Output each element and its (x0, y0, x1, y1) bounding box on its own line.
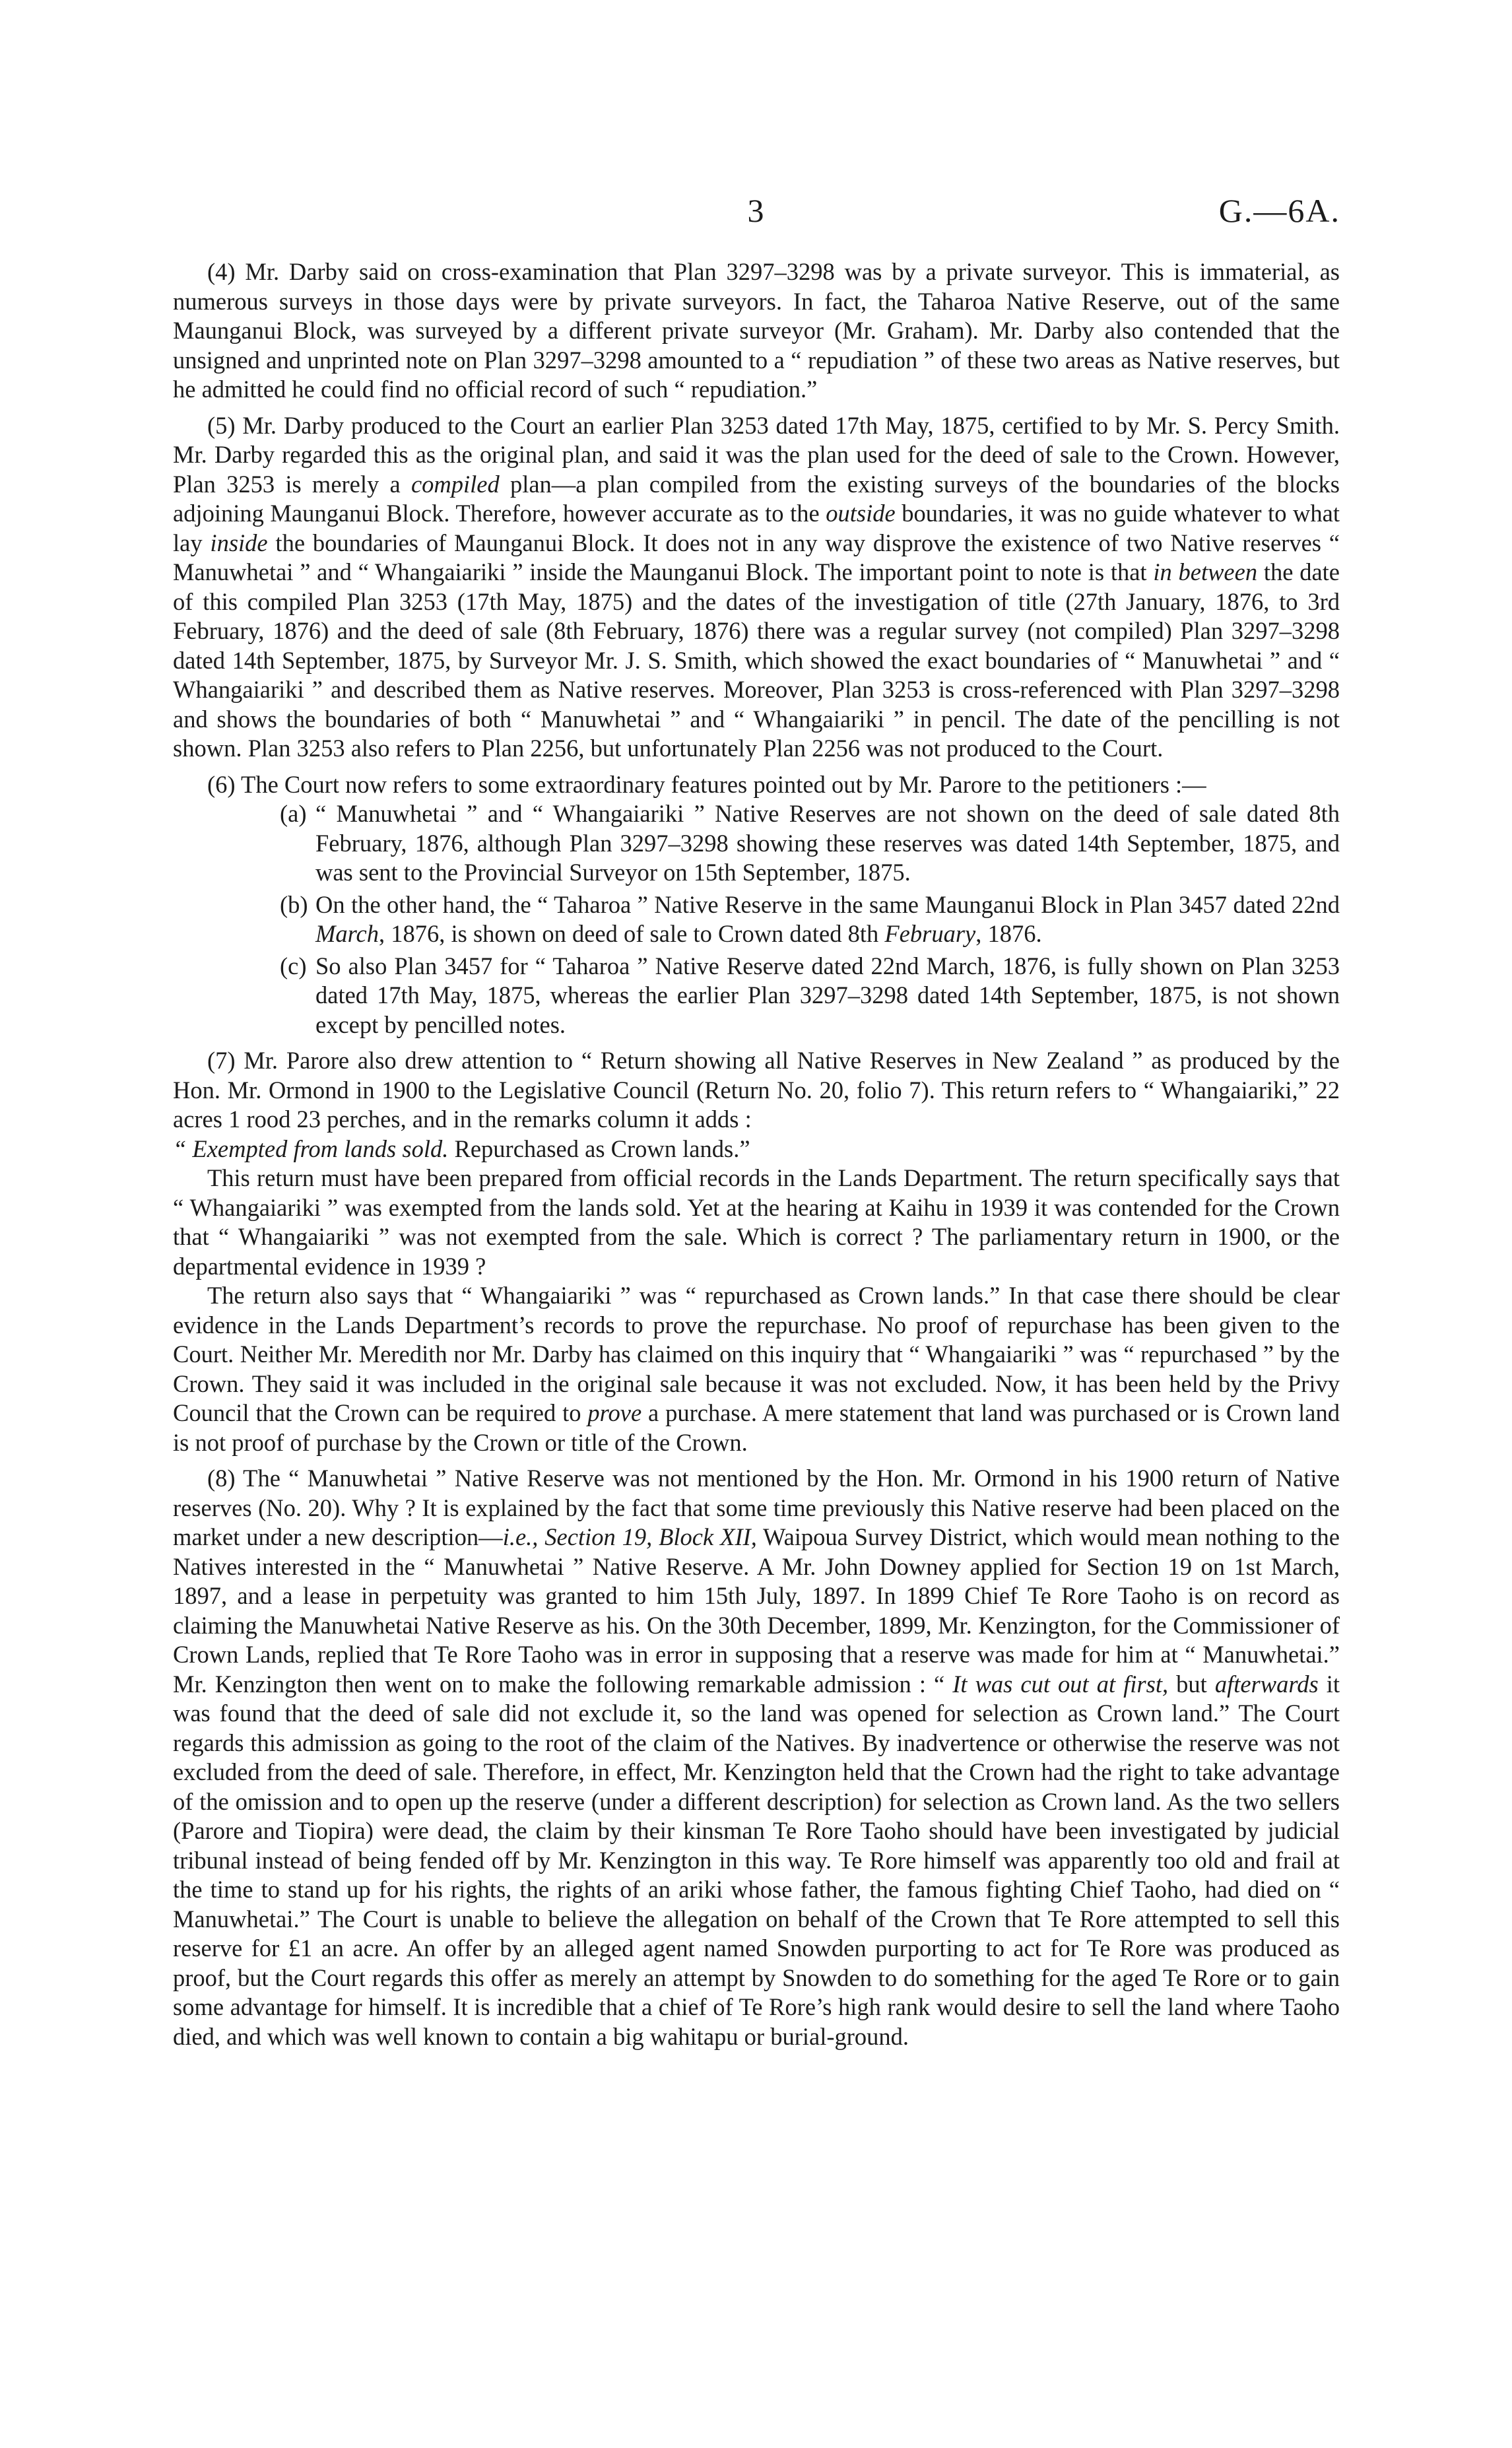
paragraph-6: (6) The Court now refers to some extraordinary features pointed out by Mr. Parore to the petitioners :— (207, 770, 1206, 798)
paragraph-7-text: Repurchased as Crown lands.” (448, 1135, 750, 1162)
document-body (173, 257, 1340, 2058)
paragraph-7-text: a purchase. A mere statement that land was purchased or is Crown land is not proof of purchase by the Crown or title of the Crown. (173, 1399, 1340, 1456)
paragraph-8-text: but (1168, 1670, 1215, 1698)
paragraph-7-text: The return also says that “ Whangaiariki ” was “ repurchased as Crown lands.” In that case there should be clear evidence in the Lands Department’s records to prove the repurchase. No proof of repurchase has been given to the Court. Neither Mr. Meredith nor Mr. Darby has claimed on this inquiry that “ Whangaiariki ” was “ repurchased ” by the Crown. They said it was included in the original sale because it was not excluded. Now, it has been held by the Privy Council that the Crown can be required to (173, 1282, 1340, 1426)
emphasis-compiled: compiled (411, 470, 500, 498)
paragraph-5 (173, 411, 1340, 764)
emphasis-cut-out: It was cut out at first, (952, 1670, 1169, 1698)
emphasis-afterwards: afterwards (1214, 1670, 1319, 1698)
paragraph-8-text: (8) The “ Manuwhetai ” Native Reserve was not mentioned by the Hon. Mr. Ormond in his 1900 return of Native reserves (No. 20). Why ? It is explained by the fact that some time previously this Native reserve had been placed on the market under a new description— (173, 1465, 1340, 1550)
paragraph-7 (173, 1046, 1340, 1164)
subparagraph-6a (173, 799, 1340, 888)
emphasis-february: February (884, 920, 976, 947)
subparagraph-6c (173, 952, 1340, 1040)
paragraph-8-text: it was found that the deed of sale did not exclude it, so the land was opened for selection as Crown land.” The Court regards this admission as going to the root of the claim of the Natives. By inadvertence or otherwise the reserve was not excluded from the deed of sale. Therefore, in effect, Mr. Kenzington held that the Crown had the right to take advantage of the omission and to open up the reserve (under a different description) for selection as Crown land. As the two sellers (Parore and Tiopira) were dead, the claim by their kinsman Te Rore Taoho should have been investigated by judicial tribunal instead of being fended off by Mr. Kenzington in this way. Te Rore himself was apparently too old and frail at the time to stand up for his rights, the rights of an ariki whose father, the famous fighting Chief Taoho, had died on “ Manuwhetai.” The Court is unable to believe the allegation on behalf of the Crown that Te Rore attempted to sell this reserve for £1 an acre. An offer by an alleged agent named Snowden purporting to act for Te Rore was produced as proof, but the Court regards this offer as merely an attempt by Snowden to do something for the aged Te Rore or to gain some advantage for himself. It is incredible that a chief of Te Rore’s high rank would desire to sell the land where Taoho died, and which was well known to contain a big wahitapu or burial-ground. (173, 1670, 1340, 2050)
subparagraph-6b-text: , 1876. (975, 920, 1042, 947)
emphasis-march: March (315, 920, 379, 947)
paragraph-5-text: boundaries, it was no guide whatever to what lay (173, 500, 1340, 556)
emphasis-in-between: in between (1153, 558, 1258, 585)
paragraph-7-repurchase (173, 1281, 1340, 1457)
emphasis-exempted-quote: “ Exempted from lands sold. (173, 1135, 449, 1162)
subparagraph-label: (a) (280, 800, 307, 827)
emphasis-prove: prove (587, 1399, 642, 1426)
paragraph-7-text: (7) Mr. Parore also drew attention to “ Return showing all Native Reserves in New Zealand ” as produced by the Hon. Mr. Ormond in 1900 to the Legislative Council (Return No. 20, folio 7). This return refers to “ Whangaiariki,” 22 acres 1 rood 23 perches, and in the remarks column it adds : (173, 1047, 1340, 1133)
subparagraph-6b (173, 890, 1340, 949)
subparagraph-6b-text: , 1876, is shown on deed of sale to Crown dated 8th (378, 920, 885, 947)
emphasis-inside: inside (210, 529, 268, 556)
paragraph-4: (4) Mr. Darby said on cross-examination that Plan 3297–3298 was by a private surveyor. This is immaterial, as numerous surveys in those days were by private surveyors. In fact, the Taharoa Native Reserve, out of the same Maunganui Block, was surveyed by a different private surveyor (Mr. Graham). Mr. Darby also contended that the unsigned and unprinted note on Plan 3297–3298 amounted to a “ repudiation ” of these two areas as Native reserves, but he admitted he could find no official record of such “ repudiation.” (173, 258, 1340, 403)
emphasis-outside: outside (826, 500, 896, 527)
subparagraph-6b-text: On the other hand, the “ Taharoa ” Native Reserve in the same Maunganui Block in Plan 3457 dated 22nd (315, 890, 1340, 918)
paragraph-5-text: plan—a plan compiled from the existing surveys of the boundaries of the blocks adjoining Maunganui Block. Therefore, however accurate as to the (173, 470, 1340, 527)
paragraph-5-text: the date of this compiled Plan 3253 (17th May, 1875) and the dates of the investigation of title (27th January, 1876, to 3rd February, 1876) and the deed of sale (8th February, 1876) there was a regular survey (not compiled) Plan 3297–3298 dated 14th September, 1875, by Surveyor Mr. J. S. Smith, which showed the exact boundaries of “ Manuwhetai ” and “ Whangaiariki ” and described them as Native reserves. Moreover, Plan 3253 is cross-referenced with Plan 3297–3298 and shows the boundaries of both “ Manuwhetai ” and “ Whangaiariki ” in pencil. The date of the pencilling is not shown. Plan 3253 also refers to Plan 2256, but unfortunately Plan 2256 was not produced to the Court. (173, 558, 1340, 762)
subparagraph-6c-text: So also Plan 3457 for “ Taharoa ” Native Reserve dated 22nd March, 1876, is fully shown on Plan 3253 dated 17th May, 1875, whereas the earlier Plan 3297–3298 dated 14th September, 1875, is not shown except by pencilled notes. (315, 952, 1340, 1038)
paragraph-8 (173, 1464, 1340, 2051)
emphasis-section-19: i.e., Section 19, Block XII, (502, 1523, 757, 1550)
paragraph-8-text: Waipoua Survey District, which would mean nothing to the Natives interested in the “ Manuwhetai ” Native Reserve. A Mr. John Downey applied for Section 19 on 1st March, 1897, and a lease in perpetuity was granted to him 15th July, 1897. In 1899 Chief Te Rore Taoho is on record as claiming the Manuwhetai Native Reserve as his. On the 30th December, 1899, Mr. Kenzington, for the Commissioner of Crown Lands, replied that Te Rore Taoho was in error in supposing that a reserve was made for him at “ Manuwhetai.” Mr. Kenzington then went on to make the following remarkable admission : “ (173, 1523, 1340, 1698)
document-reference: G.—6A. (1218, 192, 1340, 229)
paragraph-5-text: the boundaries of Maunganui Block. It does not in any way disprove the existence of two Native reserves “ Manuwhetai ” and “ Whangaiariki ” inside the Maunganui Block. The important point to note is that (173, 529, 1340, 585)
paragraph-7-continued: This return must have been prepared from official records in the Lands Department. The return specifically says that “ Whangaiariki ” was exempted from the lands sold. Yet at the hearing at Kaihu in 1939 it was contended for the Crown that “ Whangaiariki ” was not exempted from the sale. Which is correct ? The parliamentary return in 1900, or the departmental evidence in 1939 ? (173, 1164, 1340, 1280)
page-number: 3 (747, 192, 765, 229)
subparagraph-6a-text: “ Manuwhetai ” and “ Whangaiariki ” Native Reserves are not shown on the deed of sale dated 8th February, 1876, although Plan 3297–3298 showing these reserves was dated 14th September, 1875, and was sent to the Provincial Surveyor on 15th September, 1875. (315, 800, 1340, 886)
subparagraph-label: (b) (280, 890, 308, 918)
paragraph-5-text: (5) Mr. Darby produced to the Court an earlier Plan 3253 dated 17th May, 1875, certified to by Mr. S. Percy Smith. Mr. Darby regarded this as the original plan, and said it was the plan used for the deed of sale to the Crown. However, Plan 3253 is merely a (173, 411, 1340, 498)
subparagraph-label: (c) (280, 952, 307, 979)
